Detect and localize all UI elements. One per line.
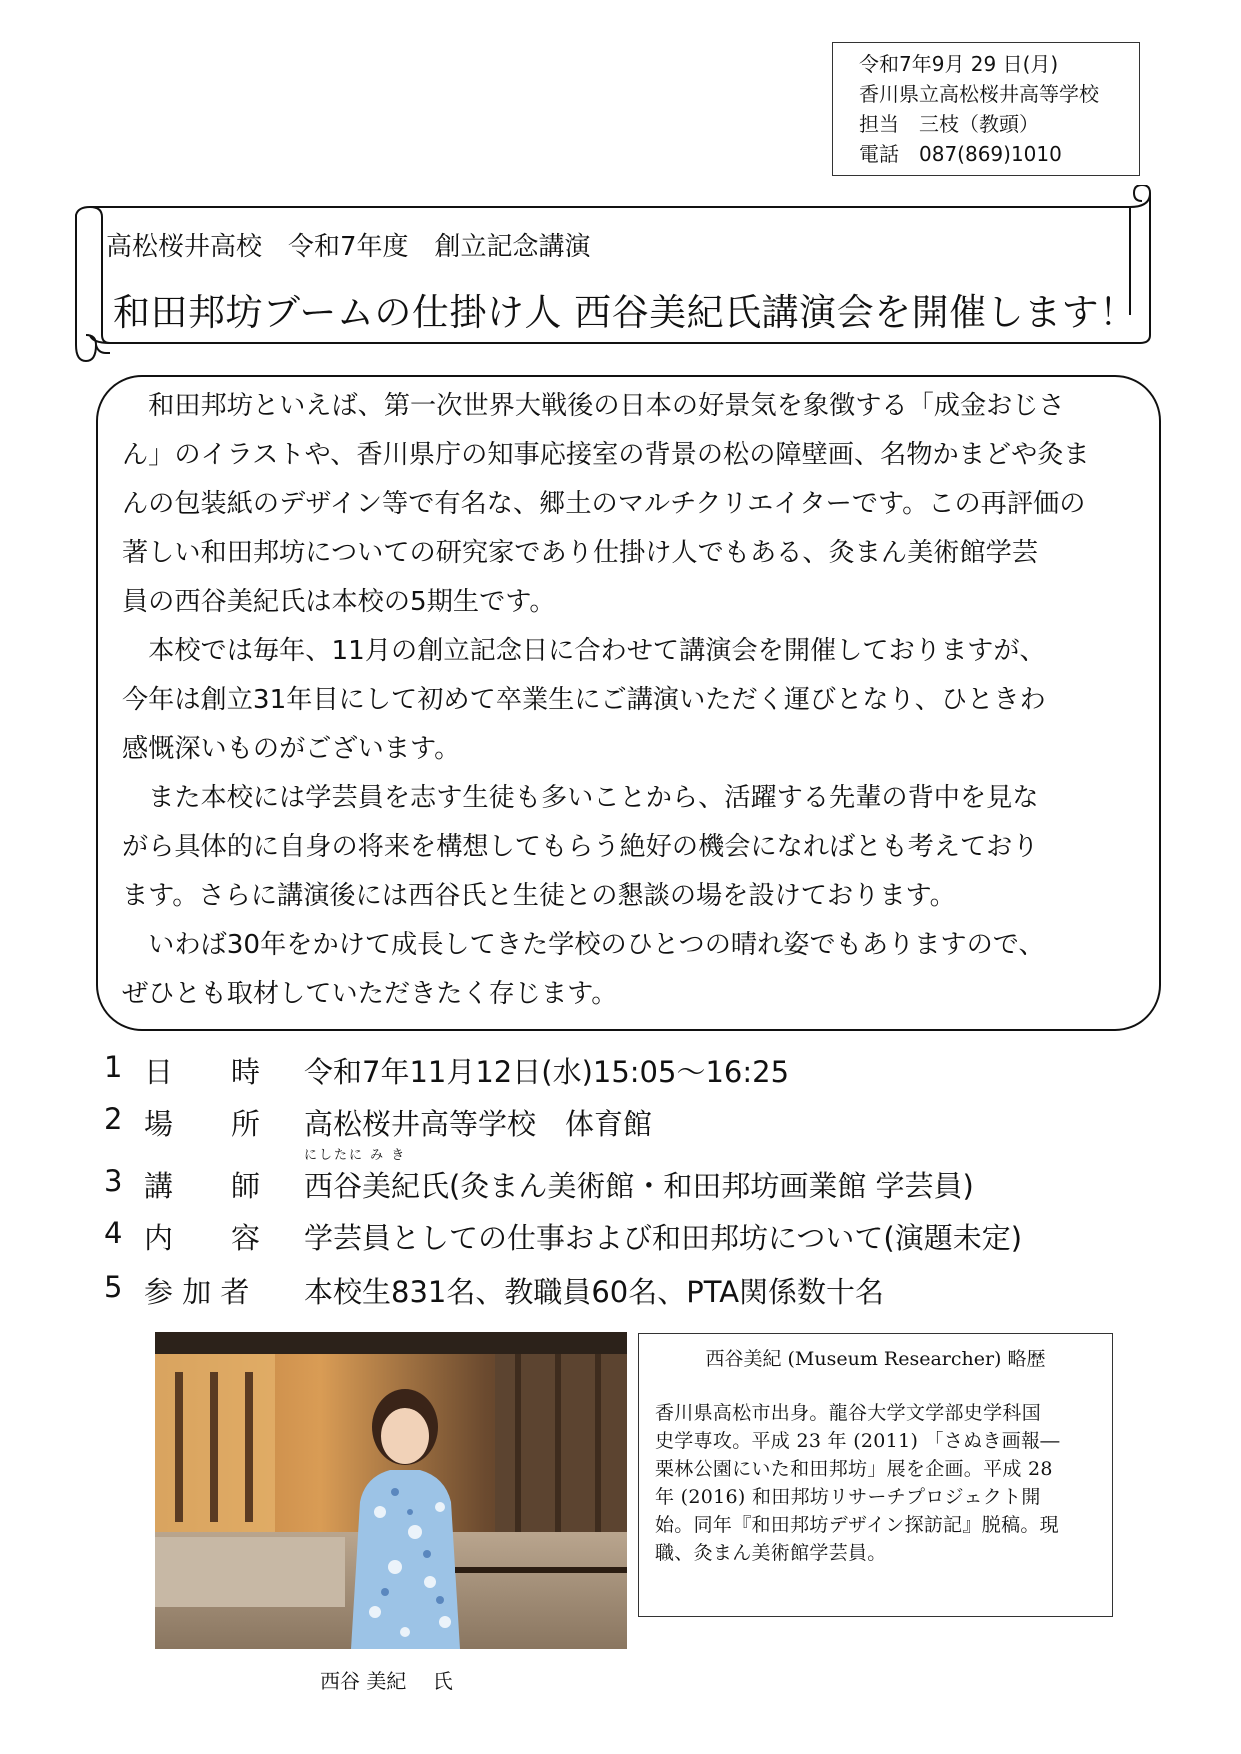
- detail-label: 場 所: [144, 1107, 261, 1141]
- body-line: 本校では毎年、11月の創立記念日に合わせて講演会を開催しておりますが、: [122, 636, 1046, 666]
- issue-date: 令和7年9月 29 日(月): [859, 52, 1059, 76]
- banner-subtitle: 高松桜井高校 令和7年度 創立記念講演: [106, 232, 591, 262]
- biography-box: [638, 1333, 1113, 1617]
- detail-label: 内 容: [144, 1221, 261, 1255]
- body-line: 和田邦坊といえば、第一次世界大戦後の日本の好景気を象徴する「成金おじさ: [122, 391, 1065, 421]
- detail-value: 令和7年11月12日(水)15:05～16:25: [304, 1055, 790, 1089]
- detail-value: 学芸員としての仕事および和田邦坊について(演題未定): [304, 1221, 1023, 1255]
- biography-line: 職、灸まん美術館学芸員。: [655, 1542, 887, 1564]
- detail-label: 参 加 者: [144, 1275, 250, 1309]
- contact-phone: 電話 087(869)1010: [859, 142, 1062, 166]
- detail-value: 本校生831名、教職員60名、PTA関係数十名: [304, 1275, 885, 1309]
- contact-box: [832, 42, 1140, 176]
- detail-value: 高松桜井高等学校 体育館: [304, 1107, 653, 1141]
- biography-line: 始。同年『和田邦坊デザイン探訪記』脱稿。現: [655, 1514, 1059, 1536]
- photo-caption: 西谷 美紀 氏: [320, 1669, 453, 1693]
- body-line: 著しい和田邦坊についての研究家であり仕掛け人でもある、灸まん美術館学芸: [122, 538, 1039, 568]
- detail-number: 1: [104, 1050, 123, 1084]
- body-line: 感慨深いものがございます。: [122, 734, 461, 764]
- detail-label: 日 時: [144, 1055, 261, 1089]
- detail-number: 4: [104, 1216, 123, 1250]
- body-line: 今年は創立31年目にして初めて卒業生にご講演いただく運びとなり、ひときわ: [122, 685, 1046, 715]
- lecturer-photo: [155, 1332, 627, 1649]
- body-line: ぜひとも取材していただきたく存じます。: [122, 979, 618, 1009]
- lecturer-text: 西谷美紀氏(灸まん美術館・和田邦坊画業館 学芸員): [304, 1169, 974, 1203]
- detail-number: 5: [104, 1270, 123, 1304]
- detail-number: 2: [104, 1102, 123, 1136]
- biography-line: 年 (2016) 和田邦坊リサーチプロジェクト開: [655, 1486, 1041, 1508]
- biography-line: 香川県高松市出身。龍谷大学文学部史学科国: [655, 1402, 1042, 1424]
- biography-title: 西谷美紀 (Museum Researcher) 略歴: [705, 1348, 1046, 1370]
- biography-line: 史学専攻。平成 23 年 (2011) 「さぬき画報―: [655, 1430, 1060, 1452]
- detail-value: [304, 1148, 974, 1205]
- body-line: ます。さらに講演後には西谷氏と生徒との懇談の場を設けております。: [122, 881, 956, 911]
- school-name: 香川県立高松桜井高等学校: [859, 82, 1099, 106]
- detail-label: 講 師: [144, 1169, 261, 1203]
- body-line: んの包装紙のデザイン等で有名な、郷土のマルチクリエイターです。この再評価の: [122, 489, 1086, 519]
- body-line: 員の西谷美紀氏は本校の5期生です。: [122, 587, 556, 617]
- lecturer-name-ruby: にしたに み き: [304, 1148, 407, 1163]
- contact-person: 担当 三枝（教頭）: [859, 112, 1039, 136]
- biography-line: 栗林公園にいた和田邦坊」展を企画。平成 28: [655, 1458, 1053, 1480]
- body-line: また本校には学芸員を志す生徒も多いことから、活躍する先輩の背中を見な: [122, 783, 1039, 813]
- body-line: ん」のイラストや、香川県庁の知事応接室の背景の松の障壁画、名物かまどや灸ま: [122, 440, 1090, 470]
- scroll-banner-frame: [70, 185, 1165, 365]
- body-line: がら具体的に自身の将来を構想してもらう絶好の機会になればとも考えており: [122, 832, 1039, 862]
- body-line: いわば30年をかけて成長してきた学校のひとつの晴れ姿でもありますので、: [122, 930, 1045, 960]
- detail-number: 3: [104, 1164, 123, 1198]
- banner-title: 和田邦坊ブームの仕掛け人 西谷美紀氏講演会を開催します！: [113, 291, 1137, 334]
